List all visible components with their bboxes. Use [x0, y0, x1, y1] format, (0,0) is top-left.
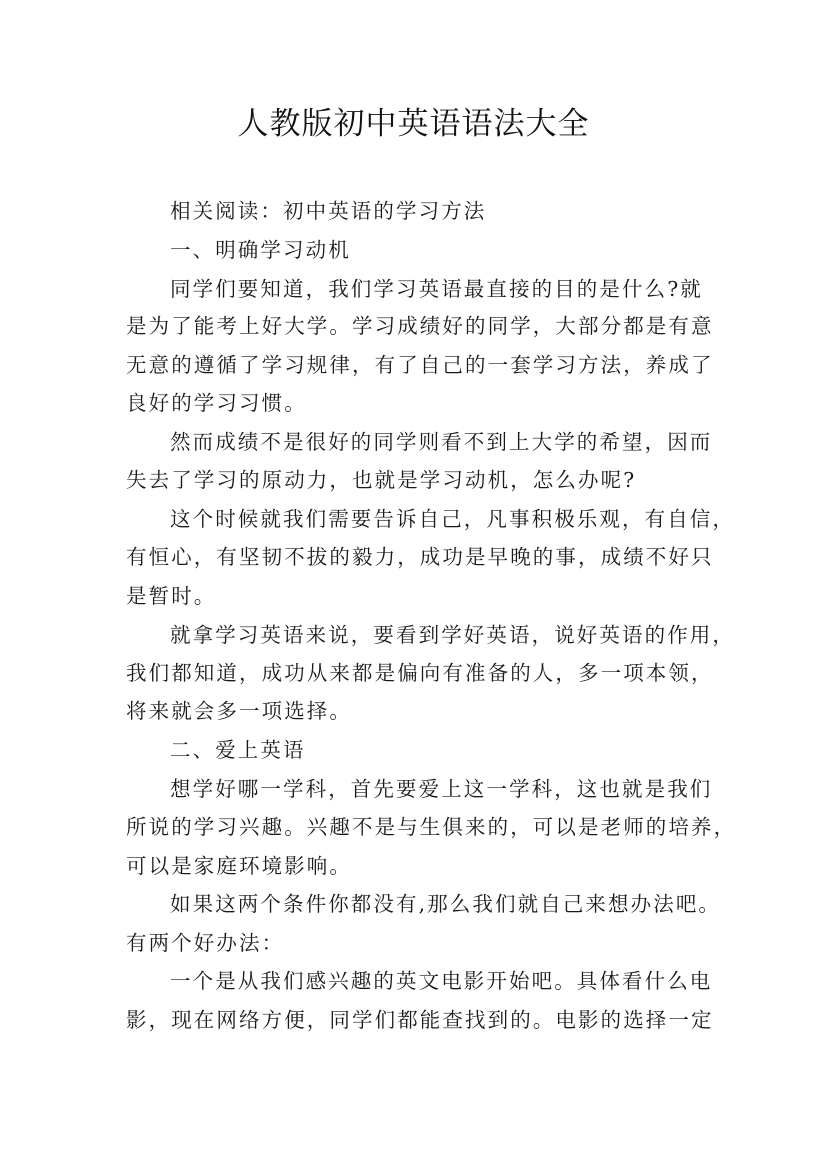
document-title: 人教版初中英语语法大全	[237, 106, 590, 142]
text-line: 有两个好办法：	[126, 931, 285, 955]
text-line: 可以是家庭环境影响。	[126, 854, 352, 878]
text-line: 无意的遵循了学习规律，有了自己的一套学习方法，养成了	[126, 353, 714, 377]
text-line: 这个时候就我们需要告诉自己，凡事积极乐观，有自信，	[170, 507, 735, 531]
text-line: 就拿学习英语来说，要看到学好英语，说好英语的作用，	[170, 623, 735, 647]
text-line: 失去了学习的原动力，也就是学习动机，怎么办呢?	[126, 468, 637, 492]
text-line: 是为了能考上好大学。学习成绩好的同学，大部分都是有意	[126, 314, 714, 338]
text-line: 所说的学习兴趣。兴趣不是与生俱来的，可以是老师的培养，	[126, 815, 737, 839]
section-heading: 二、爱上英语	[170, 738, 306, 762]
text-line: 影，现在网络方便，同学们都能查找到的。电影的选择一定	[126, 1008, 714, 1032]
text-line: 想学好哪一学科，首先要爱上这一学科，这也就是我们	[170, 777, 713, 801]
text-line: 良好的学习习惯。	[126, 391, 307, 415]
section-heading: 一、明确学习动机	[170, 238, 351, 262]
text-line: 一个是从我们感兴趣的英文电影开始吧。具体看什么电	[170, 969, 713, 993]
text-line: 将来就会多一项选择。	[126, 699, 352, 723]
text-line: 如果这两个条件你都没有,那么我们就自己来想办法吧。	[170, 892, 722, 916]
text-line: 相关阅读：初中英语的学习方法	[170, 199, 487, 223]
text-line: 然而成绩不是很好的同学则看不到上大学的希望，因而	[170, 430, 713, 454]
text-line: 有恒心，有坚韧不拔的毅力，成功是早晚的事，成绩不好只	[126, 545, 714, 569]
text-line: 我们都知道，成功从来都是偏向有准备的人，多一项本领，	[126, 661, 714, 685]
text-line: 是暂时。	[126, 584, 217, 608]
text-line: 同学们要知道，我们学习英语最直接的目的是什么?就	[170, 277, 703, 301]
